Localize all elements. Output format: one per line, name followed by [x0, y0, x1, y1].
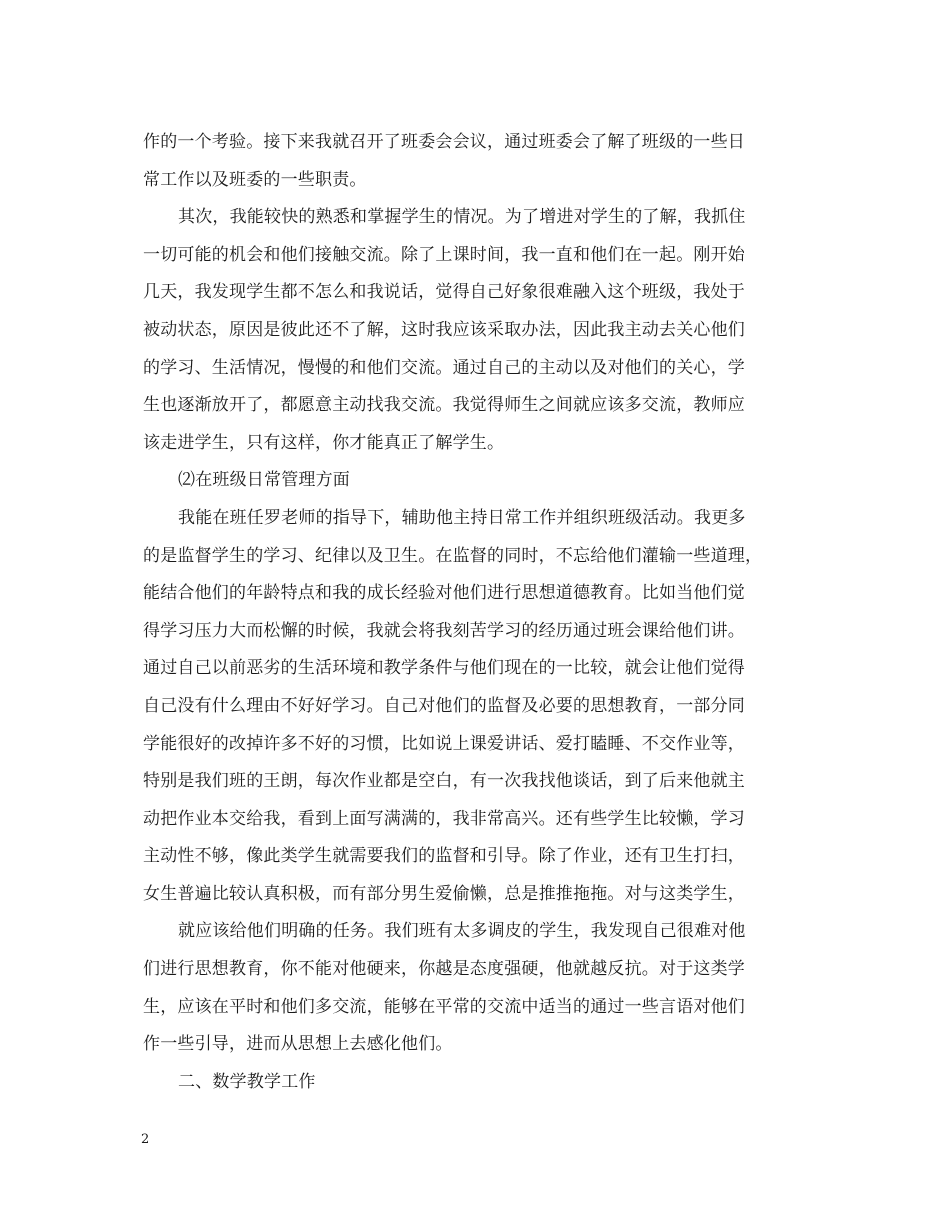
text-line: 得学习压力大而松懈的时候，我就会将我刻苦学习的经历通过班会课给他们讲。: [143, 620, 745, 641]
text-line: 作一些引导，进而从思想上去感化他们。: [143, 1034, 453, 1055]
text-line: 一切可能的机会和他们接触交流。除了上课时间，我一直和他们在一起。刚开始: [143, 244, 745, 265]
text-line: 生也逐渐放开了，都愿意主动找我交流。我觉得师生之间就应该多交流，教师应: [143, 395, 745, 416]
section-heading: ⑵在班级日常管理方面: [178, 470, 350, 491]
text-line: 自己没有什么理由不好好学习。自己对他们的监督及必要的思想教育，一部分同: [143, 695, 745, 716]
text-line: 学能很好的改掉许多不好的习惯，比如说上课爱讲话、爱打瞌睡、不交作业等，: [143, 733, 745, 754]
text-line: 能结合他们的年龄特点和我的成长经验对他们进行思想道德教育。比如当他们觉: [143, 583, 745, 604]
page-number: 2: [141, 1132, 150, 1147]
text-line: 的学习、生活情况，慢慢的和他们交流。通过自己的主动以及对他们的关心，学: [143, 357, 745, 378]
text-line: 生，应该在平时和他们多交流，能够在平常的交流中适当的通过一些言语对他们: [143, 996, 745, 1017]
text-line: 该走进学生，只有这样，你才能真正了解学生。: [143, 432, 505, 453]
text-line: 女生普遍比较认真积极，而有部分男生爱偷懒，总是推推拖拖。对与这类学生，: [143, 883, 745, 904]
text-line: 主动性不够，像此类学生就需要我们的监督和引导。除了作业，还有卫生打扫，: [143, 846, 745, 867]
text-line: 其次，我能较快的熟悉和掌握学生的情况。为了增进对学生的了解，我抓住: [178, 207, 746, 228]
text-line: 通过自己以前恶劣的生活环境和教学条件与他们现在的一比较，就会让他们觉得: [143, 658, 745, 679]
section-heading: 二、数学教学工作: [178, 1071, 316, 1092]
text-line: 就应该给他们明确的任务。我们班有太多调皮的学生，我发现自己很难对他: [178, 921, 746, 942]
text-line: 特别是我们班的王朗，每次作业都是空白，有一次我找他谈话，到了后来他就主: [143, 771, 745, 792]
text-line: 我能在班任罗老师的指导下，辅助他主持日常工作并组织班级活动。我更多: [178, 507, 746, 528]
text-line: 们进行思想教育，你不能对他硬来，你越是态度强硬，他就越反抗。对于这类学: [143, 959, 745, 980]
text-line: 的是监督学生的学习、纪律以及卫生。在监督的同时，不忘给他们灌输一些道理，: [143, 545, 763, 566]
text-line: 作的一个考验。接下来我就召开了班委会会议，通过班委会了解了班级的一些日: [143, 132, 745, 152]
text-line: 动把作业本交给我，看到上面写满满的，我非常高兴。还有些学生比较懒，学习: [143, 808, 745, 829]
document-body: [143, 124, 807, 1101]
text-line: 常工作以及班委的一些职责。: [143, 169, 367, 190]
text-line: 几天，我发现学生都不怎么和我说话，觉得自己好象很难融入这个班级，我处于: [143, 282, 745, 303]
text-line: 被动状态，原因是彼此还不了解，这时我应该采取办法，因此我主动去关心他们: [143, 319, 745, 340]
